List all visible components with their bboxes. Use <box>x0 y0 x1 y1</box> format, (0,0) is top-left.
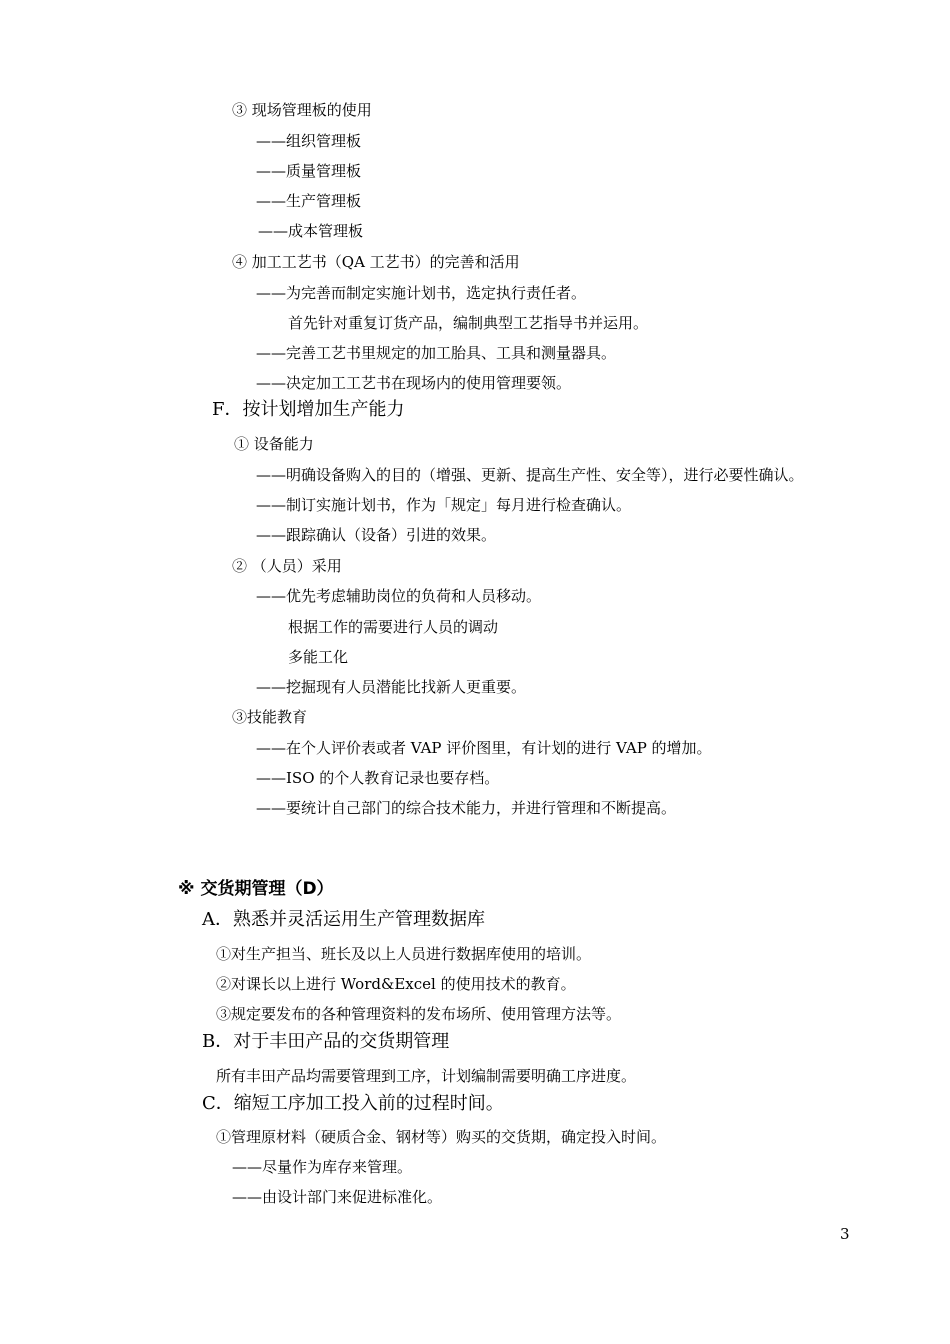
list-item: ——质量管理板 <box>256 162 362 180</box>
list-item: ——决定加工工艺书在现场内的使用管理要领。 <box>256 374 572 392</box>
list-item: 多能工化 <box>288 648 349 666</box>
list-item: ①管理原材料（硬质合金、钢材等）购买的交货期，确定投入时间。 <box>216 1128 667 1146</box>
list-item: 根据工作的需要进行人员的调动 <box>288 618 499 636</box>
list-item: ——为完善而制定实施计划书，选定执行责任者。 <box>256 284 587 302</box>
item-3-skill-heading: ③技能教育 <box>232 708 308 726</box>
list-item: ——跟踪确认（设备）引进的效果。 <box>256 526 497 544</box>
list-item: ——明确设备购入的目的（增强、更新、提高生产性、安全等），进行必要性确认。 <box>256 466 804 484</box>
list-item: ——由设计部门来促进标准化。 <box>232 1188 443 1206</box>
section-c-heading: C．缩短工序加工投入前的过程时间。 <box>202 1093 504 1114</box>
list-item: ③规定要发布的各种管理资料的发布场所、使用管理方法等。 <box>216 1005 622 1023</box>
item-4-heading: ④ 加工工艺书（QA 工艺书）的完善和活用 <box>232 253 520 271</box>
section-f-heading: F．按计划增加生产能力 <box>212 399 405 420</box>
list-item: ——完善工艺书里规定的加工胎具、工具和测量器具。 <box>256 344 617 362</box>
list-item: ①对生产担当、班长及以上人员进行数据库使用的培训。 <box>216 945 592 963</box>
list-item: ——在个人评价表或者 VAP 评价图里，有计划的进行 VAP 的增加。 <box>256 739 712 757</box>
list-item: ——ISO 的个人教育记录也要存档。 <box>256 769 500 787</box>
list-item: 首先针对重复订货产品，编制典型工艺指导书并运用。 <box>288 314 649 332</box>
section-a-heading: A．熟悉并灵活运用生产管理数据库 <box>202 909 485 930</box>
item-3-heading: ③ 现场管理板的使用 <box>232 101 372 119</box>
list-item: ——制订实施计划书，作为「规定」每月进行检查确认。 <box>256 496 632 514</box>
list-item: ——挖掘现有人员潜能比找新人更重要。 <box>256 678 527 696</box>
list-item: ——组织管理板 <box>256 132 362 150</box>
list-item: ——生产管理板 <box>256 192 362 210</box>
item-2-heading: ② （人员）采用 <box>232 557 342 575</box>
page-number: 3 <box>840 1225 850 1243</box>
paragraph: 所有丰田产品均需要管理到工序，计划编制需要明确工序进度。 <box>216 1067 637 1085</box>
item-1-heading: ① 设备能力 <box>234 435 314 453</box>
section-b-heading: B．对于丰田产品的交货期管理 <box>202 1031 450 1052</box>
delivery-section-heading: ※ 交货期管理（D） <box>178 879 334 899</box>
list-item: ——尽量作为库存来管理。 <box>232 1158 413 1176</box>
list-item: ——要统计自己部门的综合技术能力，并进行管理和不断提高。 <box>256 799 677 817</box>
list-item: ——成本管理板 <box>258 222 364 240</box>
list-item: ②对课长以上进行 Word&Excel 的使用技术的教育。 <box>216 975 576 993</box>
list-item: ——优先考虑辅助岗位的负荷和人员移动。 <box>256 587 542 605</box>
